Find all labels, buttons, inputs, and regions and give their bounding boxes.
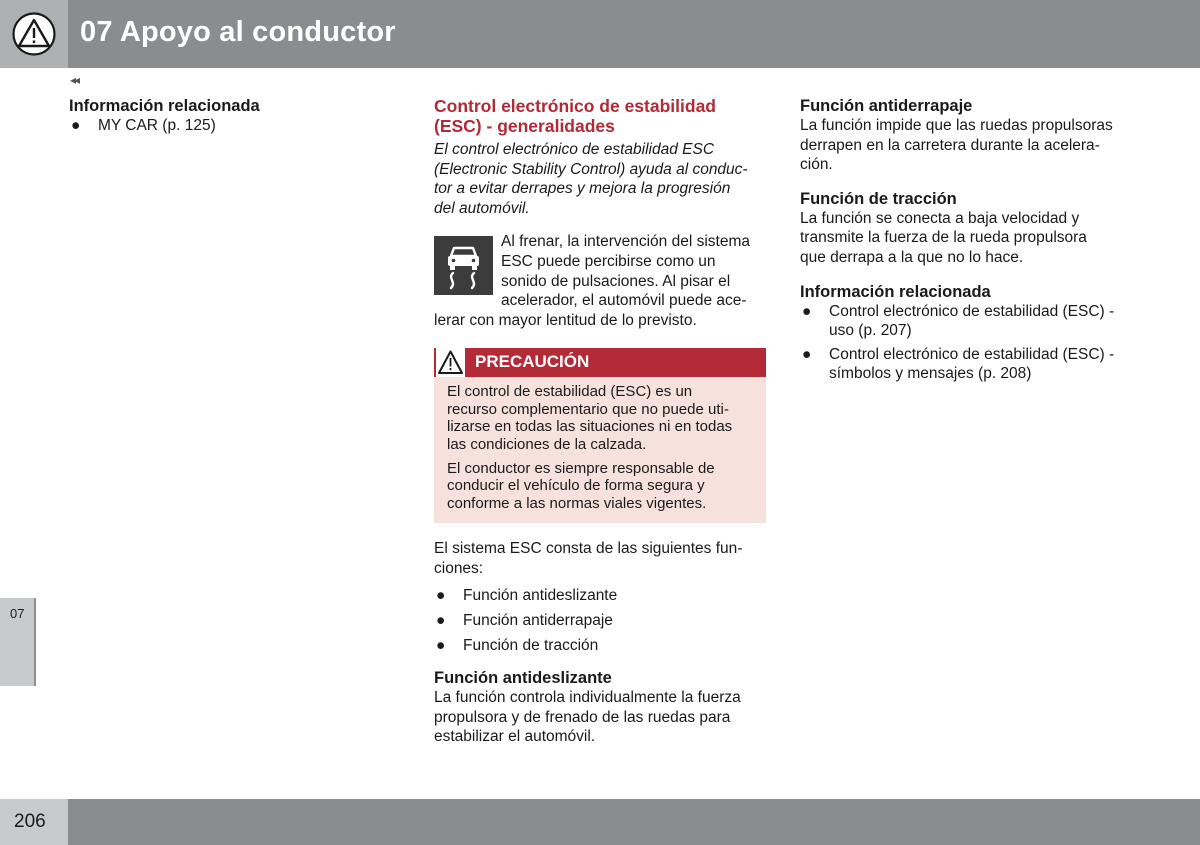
function-item-label: Función antiderrapaje xyxy=(463,611,613,629)
bullet-icon: ● xyxy=(802,302,812,320)
text-line: El control de estabilidad (ESC) es un xyxy=(447,383,693,401)
functions-intro xyxy=(434,539,766,578)
list-item xyxy=(434,636,766,656)
chapter-title: 07 Apoyo al conductor xyxy=(80,16,396,48)
text-line: transmite la fuerza de la rueda propulsora xyxy=(800,229,1087,247)
text-line: que derrapa a la que no lo hace. xyxy=(800,248,1024,266)
related-info-heading: Información relacionada xyxy=(69,97,260,115)
text-line: del automóvil. xyxy=(434,199,530,217)
warning-paragraph xyxy=(447,460,754,512)
footer-band xyxy=(68,799,1200,845)
text-line: acelerador, el automóvil puede ace- xyxy=(501,292,747,310)
text-line: ción. xyxy=(800,156,833,174)
section-title xyxy=(434,96,766,136)
text-line: tor a evitar derrapes y mejora la progresión xyxy=(434,180,731,198)
bullet-icon: ● xyxy=(71,117,81,134)
text-line: La función controla individualmente la fuerza xyxy=(434,689,741,707)
text-line: ESC puede percibirse como un xyxy=(501,252,716,270)
warning-triangle-icon xyxy=(436,348,465,377)
traction-paragraph xyxy=(800,209,1140,268)
warning-triangle-icon xyxy=(12,12,56,56)
text-line: El conductor es siempre responsable de xyxy=(447,459,715,477)
list-item xyxy=(434,611,766,631)
text-line: La función se conecta a baja velocidad y xyxy=(800,209,1080,227)
related-info-list xyxy=(69,116,369,136)
esc-braking-block xyxy=(434,232,766,330)
text-line: derrapen en la carretera durante la acelera- xyxy=(800,136,1100,154)
warning-title: PRECAUCIÓN xyxy=(475,352,590,372)
bullet-icon: ● xyxy=(436,611,446,629)
warning-header xyxy=(434,348,766,377)
text-line: La función impide que las ruedas propulsoras xyxy=(800,117,1113,134)
antispin-paragraph xyxy=(800,116,1140,175)
bullet-icon: ● xyxy=(436,587,446,605)
text-line: ciones: xyxy=(434,559,484,577)
warning-box xyxy=(434,348,766,523)
list-item[interactable] xyxy=(800,302,1140,341)
text-line: lerar con mayor lentitud de lo previsto. xyxy=(434,311,697,329)
side-tab-label: 07 xyxy=(10,606,25,621)
esc-skid-car-icon xyxy=(434,236,493,295)
column-right xyxy=(800,96,1140,384)
text-line: conforme a las normas viales vigentes. xyxy=(447,494,707,512)
section-title-line: Control electrónico de estabilidad xyxy=(434,96,716,116)
functions-list xyxy=(434,586,766,655)
list-item xyxy=(434,586,766,606)
text-line: recurso complementario que no puede uti- xyxy=(447,400,729,418)
back-arrows-icon[interactable]: ◂◂ xyxy=(70,73,79,87)
text-line: estabilizar el automóvil. xyxy=(434,728,596,746)
related-link[interactable]: uso (p. 207) xyxy=(829,322,912,340)
related-link[interactable]: símbolos y mensajes (p. 208) xyxy=(829,365,1032,383)
related-info-list xyxy=(800,302,1140,384)
text-line: conducir el vehículo de forma segura y xyxy=(447,477,705,495)
traction-heading: Función de tracción xyxy=(800,189,957,208)
warning-paragraph xyxy=(447,383,754,453)
antispin-heading: Función antiderrapaje xyxy=(800,97,973,115)
text-line: las condiciones de la calzada. xyxy=(447,435,647,453)
function-item-label: Función antideslizante xyxy=(463,587,618,605)
column-left xyxy=(69,96,369,136)
section-title-line: (ESC) - generalidades xyxy=(434,116,615,136)
column-middle xyxy=(434,96,766,747)
related-link[interactable]: Control electrónico de estabilidad (ESC) - xyxy=(829,345,1115,363)
text-line: propulsora y de frenado de las ruedas para xyxy=(434,708,731,726)
side-tab-divider xyxy=(34,598,36,686)
list-item[interactable] xyxy=(800,345,1140,384)
function-item-label: Función de tracción xyxy=(463,636,599,654)
text-line: sonido de pulsaciones. Al pisar el xyxy=(501,272,731,290)
text-line: El control electrónico de estabilidad ESC xyxy=(434,141,715,158)
page-number: 206 xyxy=(14,811,46,832)
list-item[interactable] xyxy=(69,116,369,136)
warning-body xyxy=(434,377,766,523)
intro-paragraph xyxy=(434,140,766,218)
related-link[interactable]: Control electrónico de estabilidad (ESC) - xyxy=(829,302,1115,320)
bullet-icon: ● xyxy=(802,345,812,363)
text-line: lizarse en todas las situaciones ni en todas xyxy=(447,418,733,436)
antiskid-paragraph xyxy=(434,688,766,747)
bullet-icon: ● xyxy=(436,636,446,654)
text-line: Al frenar, la intervención del sistema xyxy=(501,233,750,251)
related-link[interactable]: MY CAR (p. 125) xyxy=(98,117,216,134)
text-line: (Electronic Stability Control) ayuda al conduc- xyxy=(434,160,748,178)
related-info-heading: Información relacionada xyxy=(800,282,991,301)
text-line: El sistema ESC consta de las siguientes fun- xyxy=(434,540,743,558)
antiskid-heading: Función antideslizante xyxy=(434,669,612,688)
header-icon-panel xyxy=(0,0,68,68)
